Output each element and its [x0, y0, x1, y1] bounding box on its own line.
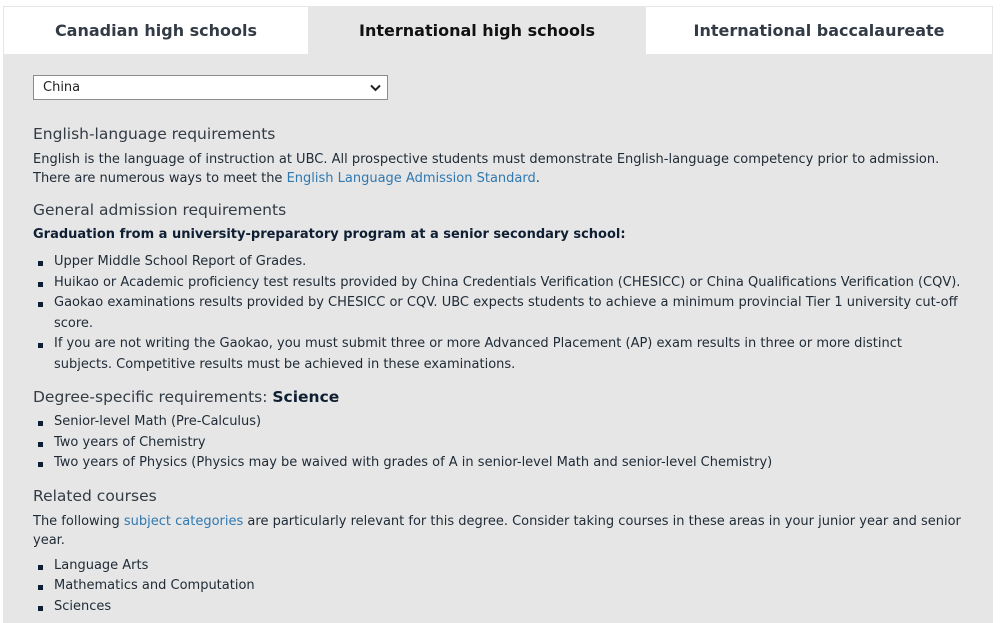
tab-canadian-high-schools[interactable]: Canadian high schools [3, 6, 309, 54]
list-item: If you are not writing the Gaokao, you must submit three or more Advanced Placement (AP) exam results in three or more distinct subjects. Competitive results must be achieved in these examinations. [33, 334, 963, 375]
country-select[interactable] [33, 75, 388, 100]
tab-bar [3, 6, 993, 54]
list-item: Gaokao examinations results provided by CHESICC or CQV. UBC expects students to achieve a minimum provincial Tier 1 university cut-off score. [33, 293, 963, 334]
general-requirements-heading: General admission requirements [33, 201, 287, 219]
list-item: Mathematics and Computation [33, 576, 963, 597]
subject-categories-link[interactable]: subject categories [123, 513, 244, 529]
list-item: Language Arts [33, 556, 963, 577]
tab-international-baccalaureate[interactable]: International baccalaureate [645, 6, 993, 54]
degree-program-name: Science [272, 388, 340, 406]
admission-requirements-widget [3, 6, 993, 623]
tab-panel [3, 54, 993, 623]
list-item: Two years of Chemistry [33, 433, 963, 454]
graduation-requirement-text: Graduation from a university-preparatory program at a senior secondary school: [33, 227, 626, 242]
tab-international-high-schools[interactable]: International high schools [309, 6, 645, 54]
list-item: Senior-level Math (Pre-Calculus) [33, 412, 963, 433]
related-courses-text: The following subject categories are particularly relevant for this degree. Consider taking courses in these areas in your junior year and senior year. [33, 513, 961, 548]
list-item: Sciences [33, 597, 963, 618]
english-requirements-text: English is the language of instruction at UBC. All prospective students must demonstrate English-language competency prior to admission. There are numerous ways to meet the English Language Admission Standard. [33, 152, 940, 186]
related-courses-list [33, 556, 963, 618]
list-item: Huikao or Academic proficiency test results provided by China Credentials Verification (CHESICC) or China Qualifications Verification (CQV). [33, 273, 963, 294]
english-admission-standard-link[interactable]: English Language Admission Standard [286, 171, 536, 186]
degree-requirements-list [33, 412, 963, 474]
english-requirements-heading: English-language requirements [33, 125, 276, 143]
country-select-value: China [43, 80, 81, 95]
list-item: Two years of Physics (Physics may be waived with grades of A in senior-level Math and senior-level Chemistry) [33, 453, 963, 474]
list-item: Upper Middle School Report of Grades. [33, 252, 963, 273]
general-requirements-list [33, 252, 963, 375]
related-courses-heading: Related courses [33, 486, 157, 505]
degree-requirements-heading: Degree-specific requirements: Science [33, 388, 340, 406]
chevron-down-icon [370, 84, 381, 92]
